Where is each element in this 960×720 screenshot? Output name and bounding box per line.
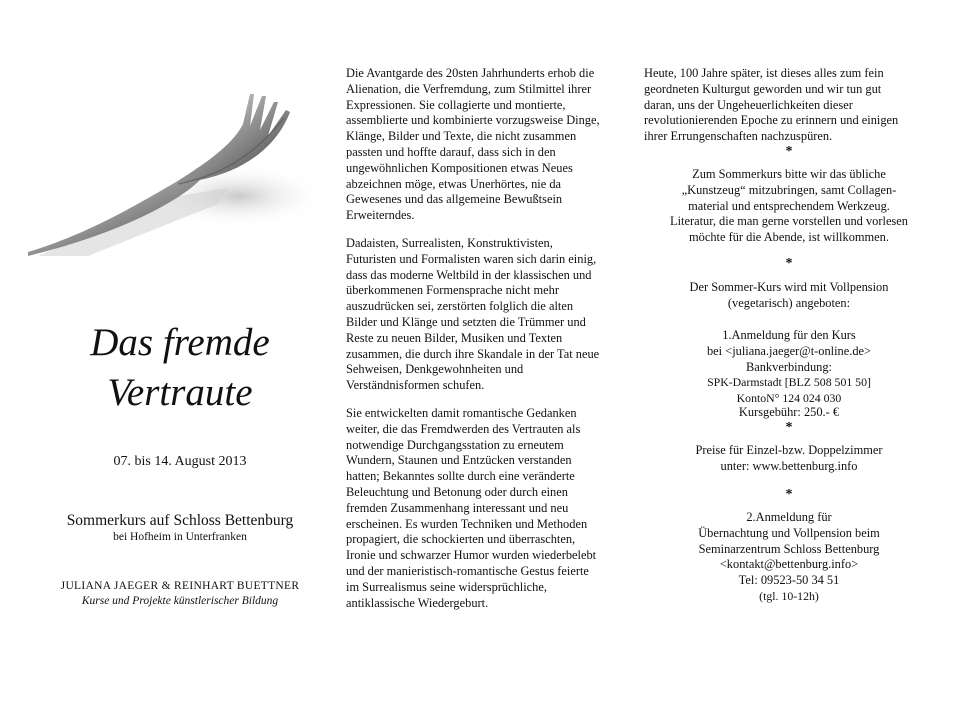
text-line: ungewöhnlichen Kompositionen etwas Neues bbox=[346, 160, 573, 175]
star-separator: * bbox=[785, 487, 793, 502]
text-line: auszudrücken sei, zerstörten folglich die alten bbox=[346, 299, 574, 314]
text-line: geordneten Kulturgut geworden und wir tun gut bbox=[644, 81, 882, 96]
text-line: Der Sommer-Kurs wird mit Vollpension bbox=[689, 280, 889, 294]
text-line: Reste zu neuen Bilder, Musiken und Texten bbox=[346, 330, 563, 345]
text-line: zusammen, die durch ihre Skandale in der Tat neue bbox=[346, 346, 600, 361]
course-location: bei Hofheim in Unterfranken bbox=[113, 531, 247, 543]
fork-image bbox=[28, 84, 328, 256]
text-line: daran, uns der Ungeheuerlichkeiten dieser bbox=[644, 97, 853, 112]
office-hours: (tgl. 10-12h) bbox=[759, 589, 819, 603]
text-line: Sie entwickelten damit romantische Gedanken bbox=[346, 406, 577, 420]
cover-column bbox=[28, 0, 332, 720]
bank-details bbox=[644, 375, 934, 407]
info-column bbox=[644, 0, 934, 720]
text-line: Literatur, die man gerne vorstellen und vorlesen bbox=[670, 214, 908, 229]
text-line: überkommenen Formensprache nicht mehr bbox=[346, 283, 559, 298]
text-line: weiter, die das Fremdwerden des Vertrauten als bbox=[346, 421, 581, 436]
course-fee: Kursgebühr: 250.- € bbox=[738, 405, 840, 419]
essay-paragraph-1 bbox=[346, 66, 628, 224]
essay-column bbox=[346, 0, 628, 720]
text-line: revolutionierenden Epoche zu erinnern und einigen bbox=[644, 113, 899, 128]
text-line: fremden Zusammenhang interessant und neu bbox=[346, 500, 569, 515]
email-link[interactable]: bei <juliana.jaeger@t-online.de> bbox=[706, 343, 872, 358]
text-line: (vegetarisch) angeboten: bbox=[727, 295, 851, 310]
tools-paragraph bbox=[644, 167, 934, 246]
text-line: Übernachtung und Vollpension beim bbox=[698, 525, 880, 540]
text-line: Expressionen. Sie collagierte und montierte, bbox=[346, 97, 566, 112]
text-line: Seminarzentrum Schloss Bettenburg bbox=[698, 541, 880, 556]
text-line: material und entsprechendem Werkzeug. bbox=[688, 198, 890, 213]
authors-tagline: Kurse und Projekte künstlerischer Bildung bbox=[81, 595, 279, 607]
star-separator: * bbox=[785, 144, 793, 159]
text-line: Klänge, Bilder und Texte, die nicht zusammen bbox=[346, 129, 577, 144]
text-line: dass das moderne Weltbild in der klassischen und bbox=[346, 267, 592, 282]
text-line: Sehweisen, Denkgewohnheiten und bbox=[346, 362, 524, 377]
text-line: Bankverbindung: bbox=[745, 359, 833, 374]
text-line: Gewesenes und das allgemeine Bewußtsein bbox=[346, 192, 563, 207]
course-name: Sommerkurs auf Schloss Bettenburg bbox=[66, 512, 294, 529]
email-link[interactable]: <kontakt@bettenburg.info> bbox=[719, 557, 859, 572]
text-line: Alienation, die Verfremdung, zum Stilmittel ihrer bbox=[346, 81, 592, 96]
text-line: abzeichnen möge, etwas Unerhörtes, nie da bbox=[346, 176, 562, 191]
course-dates: 07. bis 14. August 2013 bbox=[113, 454, 247, 469]
star-separator: * bbox=[785, 256, 793, 271]
registration-accommodation bbox=[644, 510, 934, 589]
text-line: Die Avantgarde des 20sten Jahrhunderts erhob die bbox=[346, 66, 595, 80]
essay-paragraph-2 bbox=[346, 236, 628, 394]
text-line: im Surrealismus seine widersprüchliche, bbox=[346, 579, 547, 594]
text-line: Heute, 100 Jahre später, ist dieses alles zum fein bbox=[644, 66, 884, 80]
registration-course bbox=[644, 328, 934, 375]
board-paragraph bbox=[644, 280, 934, 312]
title-line-2: Vertraute bbox=[107, 371, 253, 414]
text-line: 2.Anmeldung für bbox=[746, 510, 832, 524]
text-line: erscheinen. Es wurden Techniken und Methoden bbox=[346, 516, 588, 531]
phone-number: Tel: 09523-50 34 51 bbox=[738, 573, 840, 588]
text-line: ihrer Errungenschaften nachzuspüren. bbox=[644, 129, 833, 144]
prices-paragraph bbox=[644, 443, 934, 475]
text-line: möchte für die Abende, ist willkommen. bbox=[689, 230, 889, 245]
star-separator: * bbox=[785, 420, 793, 435]
text-line: „Kunstzeug“ mitzubringen, samt Collagen- bbox=[681, 182, 897, 197]
text-line: propagiert, die schockierten und überraschten, bbox=[346, 532, 576, 547]
text-line: Dadaisten, Surrealisten, Konstruktivisten, bbox=[346, 236, 553, 250]
text-line: Verständnisformen schufen. bbox=[346, 378, 485, 393]
text-line: assemblierte und kombinierte vorzugsweise Dinge, bbox=[346, 113, 600, 128]
text-line: 1.Anmeldung für den Kurs bbox=[722, 328, 856, 342]
text-line: Futuristen und Formalisten waren sich darin einig, bbox=[346, 251, 597, 266]
essay-paragraph-3 bbox=[346, 406, 628, 611]
text-line: Erweiterndes. bbox=[346, 208, 415, 223]
text-line: passten und hoffte darauf, dass sich in den bbox=[346, 144, 556, 159]
text-line: antiklassische Wiedergeburt. bbox=[346, 595, 489, 610]
title-line-1: Das fremde bbox=[90, 321, 270, 364]
authors: JULIANA JAEGER & REINHART BUETTNER bbox=[60, 580, 300, 592]
text-line: hatten; Bekanntes sollte durch eine veränderte bbox=[346, 469, 575, 484]
text-line: Beleuchtung und Betonung oder durch einen bbox=[346, 484, 568, 499]
text-line: notwendige Durchgangsstation zu erneutem bbox=[346, 437, 564, 452]
intro-paragraph bbox=[644, 66, 934, 145]
text-line: Zum Sommerkurs bitte wir das übliche bbox=[692, 167, 886, 181]
text-line: und der manieristisch-romantische Gestus feierte bbox=[346, 563, 589, 578]
text-line: Preise für Einzel-bzw. Doppelzimmer bbox=[695, 443, 883, 457]
text-line: Ironie und schwarzer Humor wurden wiederbelebt bbox=[346, 548, 597, 563]
text-line: Bilder und Klänge und setzten die Trümmer und bbox=[346, 314, 586, 329]
text-line: KontoN° 124 024 030 bbox=[736, 390, 842, 405]
website-link[interactable]: unter: www.bettenburg.info bbox=[720, 458, 858, 473]
text-line: Wundern, Staunen und Entzücken verstanden bbox=[346, 453, 572, 468]
text-line: SPK-Darmstadt [BLZ 508 501 50] bbox=[707, 375, 871, 389]
